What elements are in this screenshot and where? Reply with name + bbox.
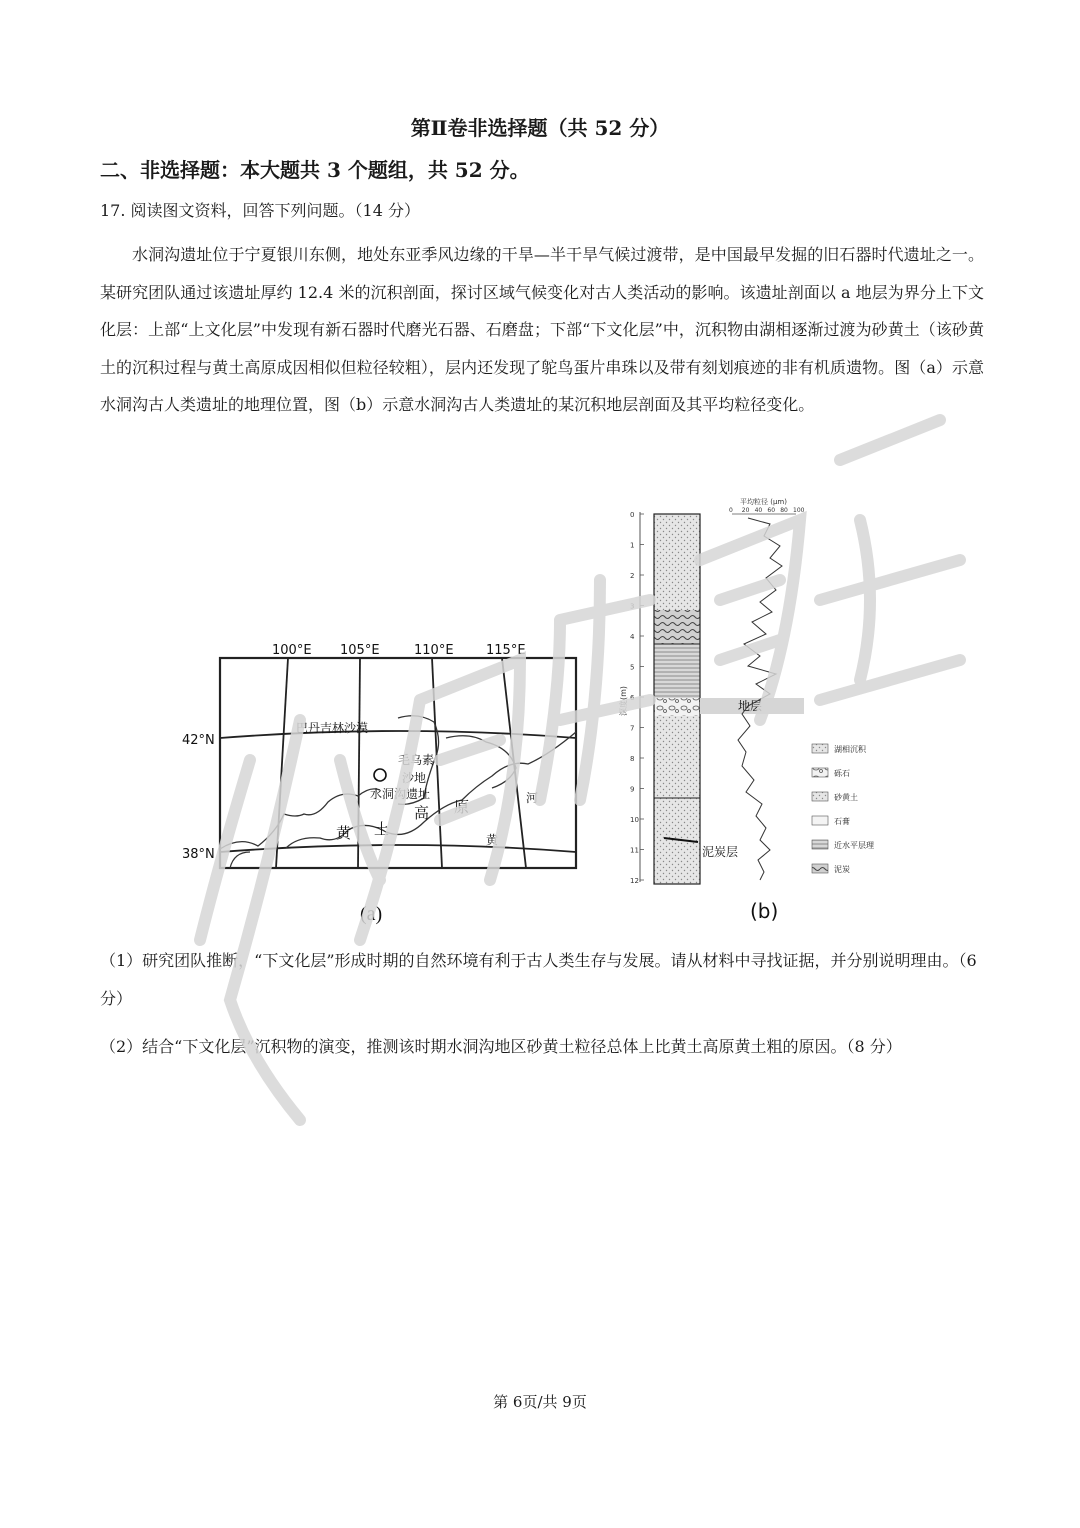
figure-b-label: (b) (750, 899, 779, 923)
question-passage (100, 236, 984, 424)
grain-axis-title: 平均粒径 (μm) (740, 498, 787, 506)
depth-tick-label: 3 (630, 602, 635, 611)
plateau-char: 原 (454, 798, 470, 816)
grain-tick-label: 100 (793, 507, 805, 514)
depth-tick-label: 11 (630, 846, 639, 855)
depth-tick-label: 10 (630, 816, 639, 824)
river-char: 河 (526, 791, 539, 805)
grain-tick-label: 40 (754, 507, 763, 514)
legend-label: 石膏 (834, 817, 850, 826)
depth-tick-label: 1 (630, 541, 635, 550)
lon-label: 115°E (486, 643, 526, 658)
legend-label: 泥炭 (834, 865, 850, 874)
depth-tick-label: 5 (630, 663, 635, 672)
site-marker-icon (374, 769, 386, 781)
sub-question-1: （1）研究团队推断，“下文化层”形成时期的自然环境有利于古人类生存与发展。请从材料中寻找证据，并分别说明理由。（6 分） (100, 951, 977, 1008)
site-label: 水洞沟遗址 (370, 787, 431, 801)
grain-tick-label: 0 (729, 507, 733, 514)
river-char: 黄 (486, 833, 499, 847)
depth-tick-label: 0 (630, 511, 635, 519)
plateau-char: 土 (374, 820, 390, 838)
mu-us-label: 毛乌素 (398, 753, 435, 767)
sub-question-2: （2）结合“下文化层”沉积物的演变，推测该时期水洞沟地区砂黄土粒径总体上比黄土高原黄土粗的原因。（8 分） (100, 1037, 902, 1056)
page-footer: 第 6页/共 9页 (493, 1393, 587, 1411)
layer-a-label: 地层 (738, 699, 763, 713)
grain-tick-label: 20 (741, 507, 750, 514)
depth-axis-label: 深度(m) (619, 685, 628, 716)
figure-a-map (182, 636, 590, 936)
figure-b-section (620, 494, 900, 934)
part-title: 二、非选择题：本大题共 3 个题组，共 52 分。 (100, 158, 530, 182)
depth-tick-label: 8 (630, 755, 635, 763)
grain-tick-label: 60 (767, 507, 776, 514)
mu-us-label: 沙地 (402, 771, 427, 785)
lon-label: 100°E (272, 643, 312, 658)
plateau-char: 高 (414, 804, 430, 822)
legend-label: 砂黄土 (834, 793, 858, 802)
section-title: 第Ⅱ卷非选择题（共 52 分） (410, 116, 670, 140)
plateau-char: 黄 (336, 824, 352, 842)
grain-tick-label: 80 (780, 507, 788, 514)
figure-a-label: (a) (360, 903, 383, 925)
passage-text: 水洞沟遗址位于宁夏银川东侧，地处东亚季风边缘的干旱—半干旱气候过渡带，是中国最早发掘的旧石器时代遗址之一。某研究团队通过该遗址厚约 12.4 米的沉积剖面，探讨区域气候变化对古人类活动的影响。该遗址剖面以 a 地层为界分上下文化层：上部“上文化层”中发现有新石器时代磨光石器、石磨盘；下部“下文化层”中，沉积物由湖相逐渐过渡为砂黄土（该砂黄土的沉积过程与黄土高原成因相似但粒径较粗），层内还发现了鸵鸟蛋片串珠以及带有刻划痕迹的非有机质遗物。图（a）示意水洞沟古人类遗址的地理位置，图（b）示意水洞沟古人类遗址的某沉积地层剖面及其平均粒径变化。 (100, 245, 984, 414)
question-title: 17. 阅读图文资料，回答下列问题。（14 分） (100, 201, 420, 220)
depth-tick-label: 4 (630, 633, 635, 641)
mud-layer-label: 泥炭层 (702, 845, 739, 859)
depth-tick-label: 6 (630, 694, 635, 702)
depth-tick-label: 2 (630, 572, 635, 580)
depth-tick-label: 7 (630, 724, 635, 733)
lat-label: 38°N (182, 847, 215, 862)
desert-label: 巴丹吉林沙漠 (296, 721, 369, 735)
depth-tick-label: 12 (630, 877, 639, 885)
legend-label: 湖相沉积 (834, 745, 866, 754)
lon-label: 110°E (414, 643, 454, 658)
depth-tick-label: 9 (630, 785, 635, 794)
legend-label: 砾石 (834, 769, 850, 778)
lat-label: 42°N (182, 733, 215, 748)
lon-label: 105°E (340, 643, 380, 658)
legend-label: 近水平层理 (834, 841, 874, 850)
